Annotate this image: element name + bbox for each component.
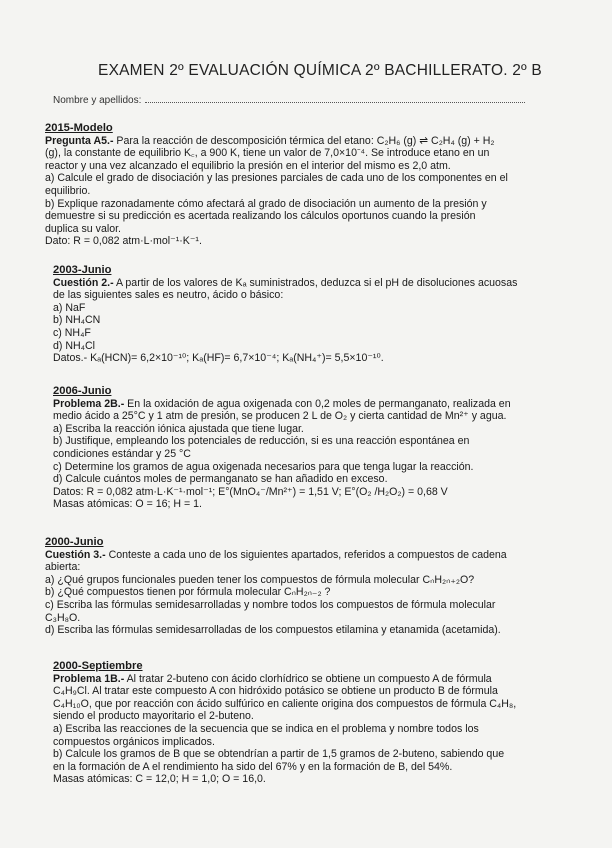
question-label: Pregunta A5.- (45, 134, 114, 147)
section-line: Problema 2B.- En la oxidación de agua oxigenada con 0,2 moles de permanganato, realizada en (53, 397, 511, 410)
section-line: en la formación de A el rendimiento ha sido del 67% y en la formación de B, del 54%. (53, 760, 453, 773)
question-label: Cuestión 3.- (45, 548, 106, 561)
section-line: C₃H₈O. (45, 611, 81, 624)
section-line: equilibrio. (45, 184, 91, 197)
section-line: a) Calcule el grado de disociación y las presiones parciales de cada uno de los componentes en el (45, 172, 508, 185)
section-line: Datos: R = 0,082 atm·L·K⁻¹·mol⁻¹; E°(MnO₄⁻/Mn²⁺) = 1,51 V; E°(O₂ /H₂O₂) = 0,68 V (53, 485, 448, 498)
section-line: condiciones estándar y 25 °C (53, 447, 191, 460)
section-line: Masas atómicas: C = 12,0; H = 1,0; O = 16,0. (53, 773, 266, 786)
section-line: b) NH₄CN (53, 314, 101, 327)
section-2000-septiembre (53, 660, 583, 786)
section-line: d) Escriba las fórmulas semidesarrolladas de los compuestos etilamina y etanamida (acetamida). (45, 624, 501, 637)
section-line: Pregunta A5.- Para la reacción de descomposición térmica del etano: C₂H₆ (g) ⇌ C₂H₄ (g) + H₂ (45, 134, 495, 147)
section-header: 2015-Modelo (45, 122, 113, 134)
name-label: Nombre y apellidos: (53, 95, 142, 106)
section-line: reactor y una vez alcanzado el equilibrio la presión en el interior del mismo es 2,0 atm. (45, 159, 451, 172)
section-line: Masas atómicas: O = 16; H = 1. (53, 498, 202, 511)
section-2003-junio (53, 264, 573, 365)
section-line: Dato: R = 0,082 atm·L·mol⁻¹·K⁻¹. (45, 235, 202, 248)
exam-title: EXAMEN 2º EVALUACIÓN QUÍMICA 2º BACHILLERATO. 2º B (98, 62, 542, 79)
section-line: C₄H₉Cl. Al tratar este compuesto A con hidróxido potásico se obtiene un producto B de fórmula (53, 685, 498, 698)
section-line: a) Escriba las reacciones de la secuencia que se indica en el problema y nombre todos los (53, 722, 479, 735)
section-line: abierta: (45, 561, 81, 574)
section-line: de las siguientes sales es neutro, ácido o básico: (53, 289, 284, 302)
section-line: siendo el producto mayoritario el 2-buteno. (53, 710, 254, 723)
section-line: Datos.- Kₐ(HCN)= 6,2×10⁻¹⁰; Kₐ(HF)= 6,7×10⁻⁴; Kₐ(NH₄⁺)= 5,5×10⁻¹⁰. (53, 352, 384, 365)
section-line: Problema 1B.- Al tratar 2-buteno con ácido clorhídrico se obtiene un compuesto A de fórmula (53, 672, 492, 685)
section-header: 2000-Septiembre (53, 660, 143, 672)
section-line: c) Determine los gramos de agua oxigenada necesarios para que tenga lugar la reacción. (53, 460, 474, 473)
question-label: Problema 1B.- (53, 672, 125, 685)
section-header: 2000-Junio (45, 536, 104, 548)
section-line: c) Escriba las fórmulas semidesarrolladas y nombre todos los compuestos de fórmula molecular (45, 598, 496, 611)
name-blank-line (145, 102, 525, 103)
section-line: C₄H₁₀O, que por reacción con ácido sulfúrico en caliente origina dos compuestos de fórmula C₄H₈, (53, 697, 517, 710)
section-line: medio ácido a 25°C y 1 atm de presión, se producen 2 L de O₂ y cierta cantidad de Mn²⁺ y agua. (53, 410, 507, 423)
section-header: 2003-Junio (53, 264, 112, 276)
section-line: compuestos orgánicos implicados. (53, 735, 215, 748)
section-line: d) NH₄Cl (53, 339, 95, 352)
section-line: demuestre si su predicción es acertada realizando los cálculos oportunos cuando la presión (45, 210, 476, 223)
section-line: b) Justifique, empleando los potenciales de reducción, si es una reacción espontánea en (53, 435, 470, 448)
section-line: d) Calcule cuántos moles de permanganato se han añadido en exceso. (53, 473, 388, 486)
section-line: a) NaF (53, 301, 86, 314)
section-line: Cuestión 2.- A partir de los valores de Kₐ suministrados, deduzca si el pH de disoluciones acuosas (53, 276, 518, 289)
section-line: duplica su valor. (45, 222, 121, 235)
section-line: b) ¿Qué compuestos tienen por fórmula molecular CₙH₂ₙ₋₂ ? (45, 586, 331, 599)
section-line: c) NH₄F (53, 326, 91, 339)
question-label: Problema 2B.- (53, 397, 125, 410)
section-line: b) Calcule los gramos de B que se obtendrían a partir de 1,5 gramos de 2-buteno, sabiendo que (53, 748, 505, 761)
section-line: a) Escriba la reacción iónica ajustada que tiene lugar. (53, 422, 304, 435)
section-2000-junio (45, 536, 575, 637)
name-field (53, 95, 525, 106)
section-2015-modelo (45, 122, 565, 248)
section-line: b) Explique razonadamente cómo afectará al grado de disociación un aumento de la presión y (45, 197, 487, 210)
section-line: (g), la constante de equilibrio K꜀, a 900 K, tiene un valor de 7,0×10⁻⁴. Se introduce etano en un (45, 147, 490, 160)
section-line: a) ¿Qué grupos funcionales pueden tener los compuestos de fórmula molecular CₙH₂ₙ₊₂O? (45, 573, 475, 586)
section-2006-junio (53, 385, 573, 511)
section-line: Cuestión 3.- Conteste a cada uno de los siguientes apartados, referidos a compuestos de cadena (45, 548, 507, 561)
question-label: Cuestión 2.- (53, 276, 114, 289)
section-header: 2006-Junio (53, 385, 112, 397)
